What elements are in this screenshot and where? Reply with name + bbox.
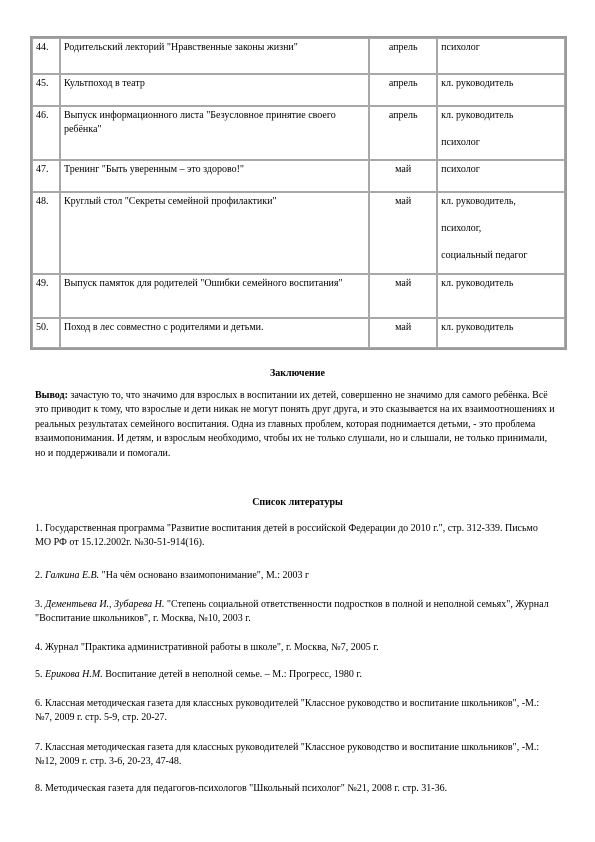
conclusion-lead: Вывод: — [35, 390, 68, 401]
table-row — [32, 318, 565, 348]
reference-number: 7. — [35, 742, 45, 753]
reference-item — [35, 697, 555, 726]
reference-item — [35, 569, 555, 583]
reference-item — [35, 641, 555, 655]
event-title: Выпуск памяток для родителей "Ошибки семейного воспитания" — [60, 274, 369, 318]
event-month: апрель — [369, 106, 437, 160]
events-table-body — [32, 38, 565, 348]
responsible-line: кл. руководитель — [441, 278, 514, 289]
event-responsible — [437, 106, 565, 160]
event-responsible — [437, 38, 565, 74]
event-month: апрель — [369, 74, 437, 106]
event-month: май — [369, 160, 437, 192]
row-number: 50. — [32, 318, 60, 348]
event-responsible — [437, 274, 565, 318]
reference-author: Галкина Е.В. — [45, 570, 100, 581]
table-row — [32, 160, 565, 192]
event-responsible — [437, 318, 565, 348]
reference-number: 6. — [35, 698, 45, 709]
reference-number: 2. — [35, 570, 45, 581]
table-row — [32, 74, 565, 106]
conclusion-text: зачастую то, что значимо для взрослых в воспитании их детей, совершенно не значимо для самого ребёнка. Всё это приводит к тому, что взрослые и дети никак не могут понять друг друга, и это сказывается на их взаимоотношениях и реальных результатах семейного воспитания. Одна из главных проблем, которая поднимается детьми, - это проблема взаимопонимания. И детям, и взрослым необходимо, чтобы их не только слушали, но и слышали, не только принимали, но и поддерживали и помогали. — [35, 390, 555, 459]
responsible-line: психолог, — [441, 223, 482, 234]
event-month: апрель — [369, 38, 437, 74]
events-table — [30, 36, 567, 350]
responsible-line: социальный педагог — [441, 250, 528, 261]
event-title: Культпоход в театр — [60, 74, 369, 106]
reference-item — [35, 522, 555, 551]
event-responsible — [437, 74, 565, 106]
responsible-line: кл. руководитель — [441, 322, 514, 333]
row-number: 44. — [32, 38, 60, 74]
reference-text: Воспитание детей в неполной семье. – М.: Прогресс, 1980 г. — [102, 669, 362, 680]
reference-text: Журнал "Практика административной работы в школе", г. Москва, №7, 2005 г. — [45, 642, 379, 653]
reference-item — [35, 741, 555, 770]
event-title: Тренинг "Быть уверенным – это здорово!" — [60, 160, 369, 192]
conclusion-heading: Заключение — [270, 368, 325, 379]
table-row — [32, 106, 565, 160]
row-number: 45. — [32, 74, 60, 106]
row-number: 48. — [32, 192, 60, 274]
row-number: 49. — [32, 274, 60, 318]
responsible-line: психолог — [441, 42, 480, 53]
event-title: Поход в лес совместно с родителями и детьми. — [60, 318, 369, 348]
event-month: май — [369, 318, 437, 348]
row-number: 47. — [32, 160, 60, 192]
reference-number: 4. — [35, 642, 45, 653]
reference-text: Государственная программа "Развитие воспитания детей в российской Федерации до 2010 г.", стр. 312-339. Письмо МО РФ от 15.12.2002г. №30-51-914(16). — [35, 523, 538, 549]
reference-number: 1. — [35, 523, 45, 534]
table-row — [32, 192, 565, 274]
responsible-line: кл. руководитель — [441, 110, 514, 121]
reference-text: "Степень социальной ответственности подростков в полной и неполной семьях", Журнал "Воспитание школьников", г. Москва, №10, 2003 г. — [35, 599, 549, 625]
conclusion-paragraph — [35, 389, 555, 461]
event-responsible — [437, 160, 565, 192]
reference-number: 3. — [35, 599, 45, 610]
responsible-line: кл. руководитель — [441, 78, 514, 89]
row-number: 46. — [32, 106, 60, 160]
responsible-line: психолог — [441, 164, 480, 175]
table-row — [32, 274, 565, 318]
reference-number: 8. — [35, 783, 45, 794]
reference-text: Классная методическая газета для классных руководителей "Классное руководство и воспитание школьников", -М.: №12, 2009 г. стр. 3-6, 20-23, 47-48. — [35, 742, 540, 768]
reference-text: "На чём основано взаимопонимание", М.: 2003 г — [99, 570, 310, 581]
event-month: май — [369, 192, 437, 274]
reference-text: Классная методическая газета для классных руководителей "Классное руководство и воспитание школьников", -М.: №7, 2009 г. стр. 5-9, стр. 20-27. — [35, 698, 540, 724]
reference-item — [35, 782, 555, 796]
event-title: Родительский лекторий "Нравственные законы жизни" — [60, 38, 369, 74]
event-title: Выпуск информационного листа "Безусловное принятие своего ребёнка" — [60, 106, 369, 160]
event-title: Круглый стол "Секреты семейной профилактики" — [60, 192, 369, 274]
reference-author: Ерикова Н.М. — [45, 669, 103, 680]
event-month: май — [369, 274, 437, 318]
reference-item — [35, 668, 555, 682]
references-heading: Список литературы — [252, 497, 343, 508]
event-responsible — [437, 192, 565, 274]
reference-author: Дементьева И., Зубарева Н. — [45, 599, 165, 610]
responsible-line: психолог — [441, 137, 480, 148]
responsible-line: кл. руководитель, — [441, 196, 516, 207]
reference-number: 5. — [35, 669, 45, 680]
reference-text: Методическая газета для педагогов-психологов "Школьный психолог" №21, 2008 г. стр. 31-36. — [45, 783, 448, 794]
reference-item — [35, 598, 555, 627]
table-row — [32, 38, 565, 74]
